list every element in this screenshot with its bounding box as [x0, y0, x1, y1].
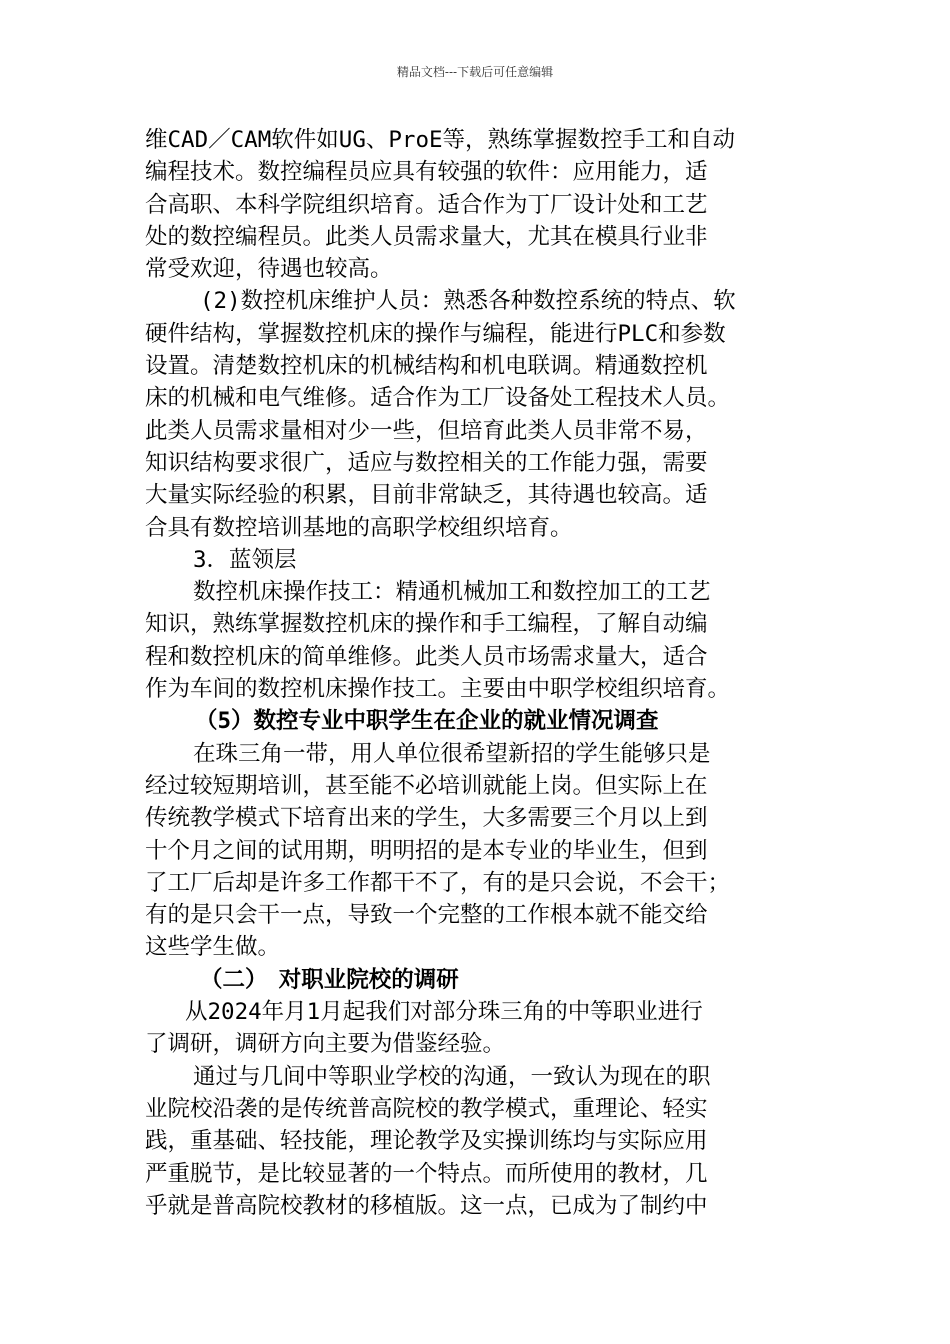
- text-line: 践，重基础、轻技能，理论教学及实操训练均与实际应用: [145, 1128, 708, 1155]
- text-line: 在珠三角一带，用人单位很希望新招的学生能够只是: [193, 740, 711, 767]
- text-line: 了调研，调研方向主要为借鉴经验。: [145, 1031, 506, 1058]
- text-line: 通过与几间中等职业学校的沟通，一致认为现在的职: [193, 1063, 711, 1090]
- text-line: 数控机床操作技工：精通机械加工和数控加工的工艺: [193, 579, 711, 606]
- text-line: 从2024年月1月起我们对部分珠三角的中等职业进行: [185, 999, 703, 1026]
- text-line: 知识，熟练掌握数控机床的操作和手工编程，了解自动编: [145, 611, 708, 638]
- text-line: 乎就是普高院校教材的移植版。这一点，已成为了制约中: [145, 1192, 708, 1219]
- section-heading-vocational-research: （二） 对职业院校的调研: [200, 966, 459, 993]
- text-line: 合高职、本科学院组织培育。适合作为丁厂设计处和工艺: [145, 191, 708, 218]
- text-line: 业院校沿袭的是传统普高院校的教学模式，重理论、轻实: [145, 1095, 708, 1122]
- text-line: 设置。清楚数控机床的机械结构和机电联调。精通数控机: [145, 353, 708, 380]
- section-heading-employment-survey: （5）数控专业中职学生在企业的就业情况调查: [195, 708, 659, 735]
- text-line: 床的机械和电气维修。适合作为工厂设备处工程技术人员。: [145, 385, 731, 412]
- page-header: 精品文档---下载后可任意编辑: [396, 65, 554, 79]
- text-line: (2)数控机床维护人员：熟悉各种数控系统的特点、软: [200, 288, 736, 315]
- text-line: 严重脱节，是比较显著的一个特点。而所使用的教材，几: [145, 1160, 708, 1187]
- text-line: 十个月之间的试用期，明明招的是本专业的毕业生，但到: [145, 837, 708, 864]
- text-line: 了工厂后却是许多工作都干不了，有的是只会说，不会干；: [145, 869, 731, 896]
- text-line: 这些学生做。: [145, 934, 281, 961]
- section-heading-blue-collar: 3．蓝领层: [193, 546, 297, 573]
- text-line: 合具有数控培训基地的高职学校组织培育。: [145, 514, 573, 541]
- document-body: [145, 124, 810, 1222]
- text-line: 程和数控机床的简单维修。此类人员市场需求量大，适合: [145, 643, 708, 670]
- text-line: 大量实际经验的积累，目前非常缺乏，其待遇也较高。适: [145, 482, 708, 509]
- text-line: 有的是只会干一点，导致一个完整的工作根本就不能交给: [145, 902, 708, 929]
- text-line: 处的数控编程员。此类人员需求量大，尤其在模具行业非: [145, 223, 708, 250]
- text-line: 传统教学模式下培育出来的学生，大多需要三个月以上到: [145, 805, 708, 832]
- text-line: 知识结构要求很广，适应与数控相关的工作能力强，需要: [145, 449, 708, 476]
- text-line: 编程技术。数控编程员应具有较强的软件：应用能力，适: [145, 159, 708, 186]
- text-line: 维CAD／CAM软件如UG、ProE等，熟练掌握数控手工和自动: [145, 127, 736, 153]
- text-line: 常受欢迎，待遇也较高。: [145, 256, 393, 283]
- text-line: 硬件结构，掌握数控机床的操作与编程，能进行PLC和参数: [145, 320, 726, 347]
- text-line: 作为车间的数控机床操作技工。主要由中职学校组织培育。: [145, 676, 731, 703]
- text-line: 此类人员需求量相对少一些，但培育此类人员非常不易，: [145, 417, 708, 444]
- text-line: 经过较短期培训，甚至能不必培训就能上岗。但实际上在: [145, 772, 708, 799]
